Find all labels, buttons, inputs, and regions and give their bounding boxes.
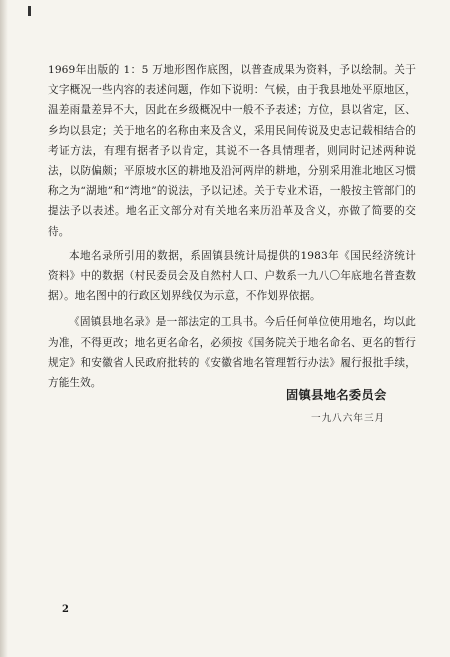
paragraph-1: 1969年出版的 1：5 万地形图作底图，以普查成果为资料，予以绘制。关于文字概况一些内容的表述问题，作如下说明：气候，由于我县地处平原地区，温差雨量差异不大，因此在乡级概况中一般不予表述；方位，县以省定，区、乡均以县定；关于地名的名称由来及含义，采用民间传说及史志记载相结合的考证方法，有理有据者予以肯定，其说不一各具情理者，则同时记述两种说法，以防偏颇；平原坡水区的耕地及沿河两岸的耕地，分别采用淮北地区习惯称之为“湖地”和“湾地”的说法，予以记述。关于专业术语，一般按主管部门的提法予以表述。地名正文部分对有关地名来历沿革及含义，亦做了简要的交待。 [48, 64, 416, 238]
paragraph-2: 本地名录所引用的数据，系固镇县统计局提供的1983年《国民经济统计资料》中的数据（村民委员会及自然村人口、户数系一九八〇年底地名普查数据）。地名图中的行政区划界线仅为示意，不作划界依据。 [48, 249, 416, 303]
page-number: 2 [62, 604, 69, 615]
paragraph-3: 《固镇县地名录》是一部法定的工具书。今后任何单位使用地名，均以此为准，不得更改；地名更名命名，必须按《国务院关于地名命名、更名的暂行规定》和安徽省人民政府批转的《安徽省地名管理暂行办法》履行报批手续，方能生效。 [48, 316, 416, 390]
signature-date: 一九八六年三月 [311, 413, 386, 424]
scan-mark [28, 6, 31, 16]
signature-organization: 固镇县地名委员会 [286, 388, 387, 402]
page-edge-shadow [0, 0, 8, 657]
body-text [48, 60, 416, 393]
